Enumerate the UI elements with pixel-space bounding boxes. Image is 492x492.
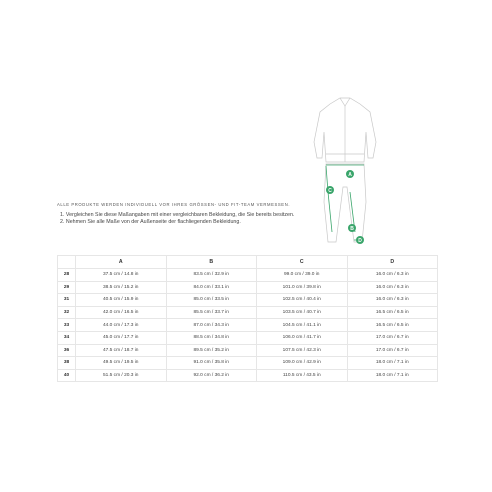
table-row: [58, 369, 438, 382]
measurement-instructions: [60, 212, 294, 226]
size-chart-table: [57, 255, 438, 382]
instruction-step: 1. Vergleichen Sie diese Maßangaben mit einer vergleichbaren Bekleidung, die Sie bereits besitzen.: [60, 212, 295, 218]
measurement-cell: 99.0 cm / 39.0 in: [257, 269, 348, 282]
measurement-cell: 44.0 cm / 17.3 in: [76, 319, 167, 332]
measurement-cell: 16.5 cm / 6.5 in: [347, 319, 438, 332]
measurement-cell: 18.0 cm / 7.1 in: [347, 357, 438, 370]
measurement-cell: 37.5 cm / 14.8 in: [76, 269, 167, 282]
measurement-cell: 17.0 cm / 6.7 in: [347, 331, 438, 344]
table-row: [58, 331, 438, 344]
svg-text:A: A: [348, 171, 352, 178]
table-row: [58, 269, 438, 282]
measurement-cell: 89.5 cm / 35.2 in: [166, 344, 257, 357]
header-size: [58, 256, 76, 269]
measurement-cell: 40.5 cm / 15.9 in: [76, 294, 167, 307]
svg-text:C: C: [328, 187, 332, 194]
svg-text:B: B: [350, 225, 354, 232]
measurement-cell: 42.0 cm / 16.5 in: [76, 306, 167, 319]
table-body: [58, 269, 438, 382]
measurement-cell: 16.5 cm / 6.5 in: [347, 306, 438, 319]
measurement-cell: 45.0 cm / 17.7 in: [76, 331, 167, 344]
garment-diagram: [300, 92, 390, 252]
measurement-cell: 49.5 cm / 19.5 in: [76, 357, 167, 370]
marker-d: [356, 236, 364, 244]
size-cell: 28: [58, 269, 76, 282]
marker-c: [326, 186, 334, 194]
jacket-outline: [314, 98, 376, 162]
table-row: [58, 357, 438, 370]
measurement-cell: 102.5 cm / 40.4 in: [257, 294, 348, 307]
header-c: C: [257, 256, 348, 269]
measurement-cell: 83.5 cm / 32.9 in: [166, 269, 257, 282]
table-row: [58, 319, 438, 332]
measurement-cell: 16.0 cm / 6.3 in: [347, 269, 438, 282]
instruction-step: 2. Nehmen Sie alle Maße von der Außenseite der flachliegenden Bekleidung.: [60, 219, 241, 226]
measurement-cell: 18.0 cm / 7.1 in: [347, 369, 438, 382]
measurement-cell: 107.5 cm / 42.3 in: [257, 344, 348, 357]
table-row: [58, 344, 438, 357]
measurement-cell: 106.0 cm / 41.7 in: [257, 331, 348, 344]
measurement-cell: 16.0 cm / 6.3 in: [347, 294, 438, 307]
measurement-cell: 84.0 cm / 33.1 in: [166, 281, 257, 294]
measurement-cell: 47.5 cm / 18.7 in: [76, 344, 167, 357]
header-b: B: [166, 256, 257, 269]
measurement-cell: 16.0 cm / 6.3 in: [347, 281, 438, 294]
measurement-cell: 88.5 cm / 34.8 in: [166, 331, 257, 344]
size-cell: 31: [58, 294, 76, 307]
marker-b: [348, 224, 356, 232]
measurement-cell: 91.0 cm / 35.8 in: [166, 357, 257, 370]
size-cell: 40: [58, 369, 76, 382]
measurement-cell: 101.0 cm / 39.8 in: [257, 281, 348, 294]
measurement-cell: 17.0 cm / 6.7 in: [347, 344, 438, 357]
svg-text:D: D: [358, 237, 362, 244]
size-cell: 29: [58, 281, 76, 294]
measurement-cell: 109.0 cm / 42.9 in: [257, 357, 348, 370]
marker-a: [346, 170, 354, 178]
size-cell: 38: [58, 357, 76, 370]
measurement-lines: [326, 165, 364, 240]
measurement-cell: 85.5 cm / 33.7 in: [166, 306, 257, 319]
size-cell: 32: [58, 306, 76, 319]
measurement-notice: ALLE PRODUKTE WERDEN INDIVIDUELL VOR IHRES GRÖSSEN- UND FIT-TEAM VERMESSEN.: [57, 202, 291, 207]
measurement-cell: 110.5 cm / 43.5 in: [257, 369, 348, 382]
header-a: A: [76, 256, 167, 269]
size-cell: 33: [58, 319, 76, 332]
measurement-cell: 87.0 cm / 34.3 in: [166, 319, 257, 332]
measurement-cell: 38.5 cm / 15.2 in: [76, 281, 167, 294]
pants-outline: [324, 164, 366, 242]
measurement-cell: 104.5 cm / 41.1 in: [257, 319, 348, 332]
measurement-cell: 51.5 cm / 20.3 in: [76, 369, 167, 382]
table-header-row: [58, 256, 438, 269]
measurement-cell: 103.5 cm / 40.7 in: [257, 306, 348, 319]
pants-measurement-illustration: [300, 92, 390, 252]
table-row: [58, 281, 438, 294]
size-cell: 36: [58, 344, 76, 357]
table-row: [58, 294, 438, 307]
size-cell: 34: [58, 331, 76, 344]
header-d: D: [347, 256, 438, 269]
table-row: [58, 306, 438, 319]
measurement-cell: 92.0 cm / 36.2 in: [166, 369, 257, 382]
measurement-cell: 85.0 cm / 33.5 in: [166, 294, 257, 307]
